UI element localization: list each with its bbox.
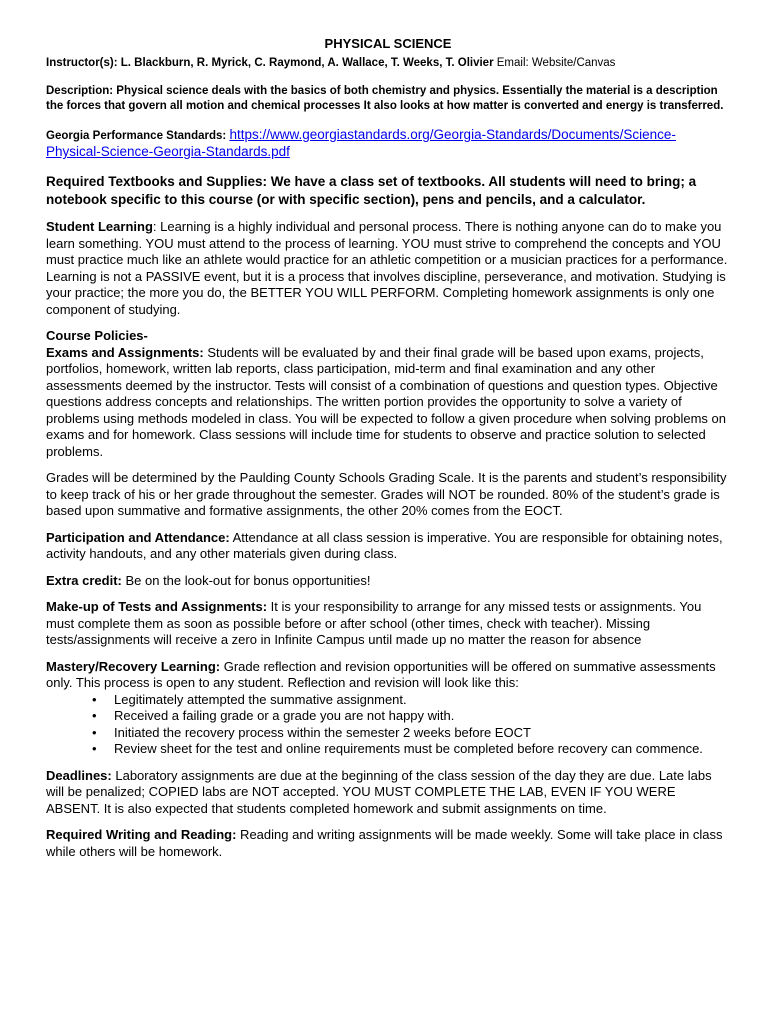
textbooks-section: Required Textbooks and Supplies: We have a class set of textbooks. All students will need to bring; a notebook specific to this course (or with specific section), pens and pencils, and a calculator.: [46, 174, 697, 207]
standards-label: Georgia Performance Standards:: [46, 130, 227, 142]
syllabus-page: [46, 36, 730, 870]
page-title: PHYSICAL SCIENCE: [324, 36, 452, 51]
extra-credit-text: Be on the look-out for bonus opportunities!: [121, 572, 371, 588]
deadlines-section: [46, 768, 730, 818]
mastery-intro: [46, 659, 730, 692]
deadlines-text: Laboratory assignments are due at the beginning of the class session of the day they are due. Late labs will be penalized; COPIED labs are NOT accepted. YOU MUST COMPLETE THE LAB, EVEN IF YOU WERE ABSENT. It is also expected that students completed homework and submit assignments on time.: [46, 767, 712, 816]
makeup-section: [46, 599, 730, 649]
list-item: • Review sheet for the test and online requirements must be completed before recovery can commence.: [114, 741, 730, 758]
mastery-bullet-list: [46, 692, 730, 758]
standards-line: [46, 127, 730, 161]
list-item: • Legitimately attempted the summative assignment.: [114, 692, 730, 709]
instructor-email: Email: Website/Canvas: [496, 56, 616, 69]
makeup-label: Make-up of Tests and Assignments:: [46, 599, 268, 614]
student-learning-label: Student Learning: [46, 219, 153, 234]
grades-section: Grades will be determined by the Paulding County Schools Grading Scale. It is the parents and student’s responsibility to keep track of his or her grade throughout the semester. Grades will NOT be rounded. 80% of the student’s grade is based upon summative and formative assignments, the other 20% comes from the EOCT.: [46, 470, 727, 518]
course-description: Description: Physical science deals with the basics of both chemistry and physics. Essentially the material is a description the forces that govern all motion and chemical processes It also looks at how matter is converted and energy is transferred.: [46, 85, 724, 112]
writing-text: Reading and writing assignments will be made weekly. Some will take place in class while others will be homework.: [46, 827, 723, 859]
exams-label: Exams and Assignments:: [46, 344, 204, 360]
list-item: • Initiated the recovery process within the semester 2 weeks before EOCT: [114, 725, 730, 742]
writing-label: Required Writing and Reading:: [46, 827, 237, 842]
makeup-text: It is your responsibility to arrange for any missed tests or assignments. You must complete them as soon as possible before or after school (other times, check with teacher). Missing tests/assignments will receive a zero in Infinite Campus until made up no matter the reason for absence: [46, 599, 702, 647]
extra-credit-section: [46, 573, 730, 590]
course-policies-section: [46, 328, 730, 460]
mastery-label: Mastery/Recovery Learning:: [46, 658, 221, 674]
participation-section: [46, 530, 730, 563]
student-learning-section: [46, 219, 730, 318]
participation-label: Participation and Attendance:: [46, 529, 230, 545]
mastery-section: [46, 659, 730, 758]
standards-link[interactable]: https://www.georgiastandards.org/Georgia-Standards/Documents/Science-Physical-Science-Georgia-Standards.pdf: [46, 127, 676, 159]
writing-section: [46, 827, 730, 860]
extra-credit-label: Extra credit:: [46, 572, 122, 588]
participation-text: Attendance at all class session is imperative. You are responsible for obtaining notes, activity handouts, and any other materials given during class.: [46, 529, 723, 561]
exams-text: Students will be evaluated by and their final grade will be based upon exams, projects, portfolios, homework, written lab reports, class participation, mid-term and final examination and any other assessments deemed by the instructor. Tests will consist of a combination of questions and question types. Objective questions address concepts and relationships. The written portion provides the opportunity to solve a variety of problems using methods modeled in class. You will be expected to follow a given procedure when solving problems on exams and for homework. Class sessions will include time for students to observe and practice solution to selected problems.: [46, 344, 727, 459]
student-learning-text: : Learning is a highly individual and personal process. There is nothing anyone can do to make you learn something. YOU must attend to the process of learning. YOU must strive to comprehend the concepts and YOU must practice much like an athlete would practice for an athletic competition or a musician practices for a performance. Learning is not a PASSIVE event, but it is a process that involves discipline, perseverance, and motivation. Studying is your practice; the more you do, the BETTER YOU WILL PERFORM. Completing homework assignments is only one component of studying.: [46, 219, 728, 317]
instructor-names: Instructor(s): L. Blackburn, R. Myrick, C. Raymond, A. Wallace, T. Weeks, T. Olivier: [46, 56, 494, 69]
instructors-line: [46, 55, 730, 72]
course-policies-heading: Course Policies-: [46, 328, 148, 343]
deadlines-label: Deadlines:: [46, 767, 112, 783]
list-item: • Received a failing grade or a grade you are not happy with.: [114, 708, 730, 725]
mastery-text: Grade reflection and revision opportunities will be offered on summative assessments only. This process is open to any student. Reflection and revision will look like this:: [46, 658, 716, 690]
